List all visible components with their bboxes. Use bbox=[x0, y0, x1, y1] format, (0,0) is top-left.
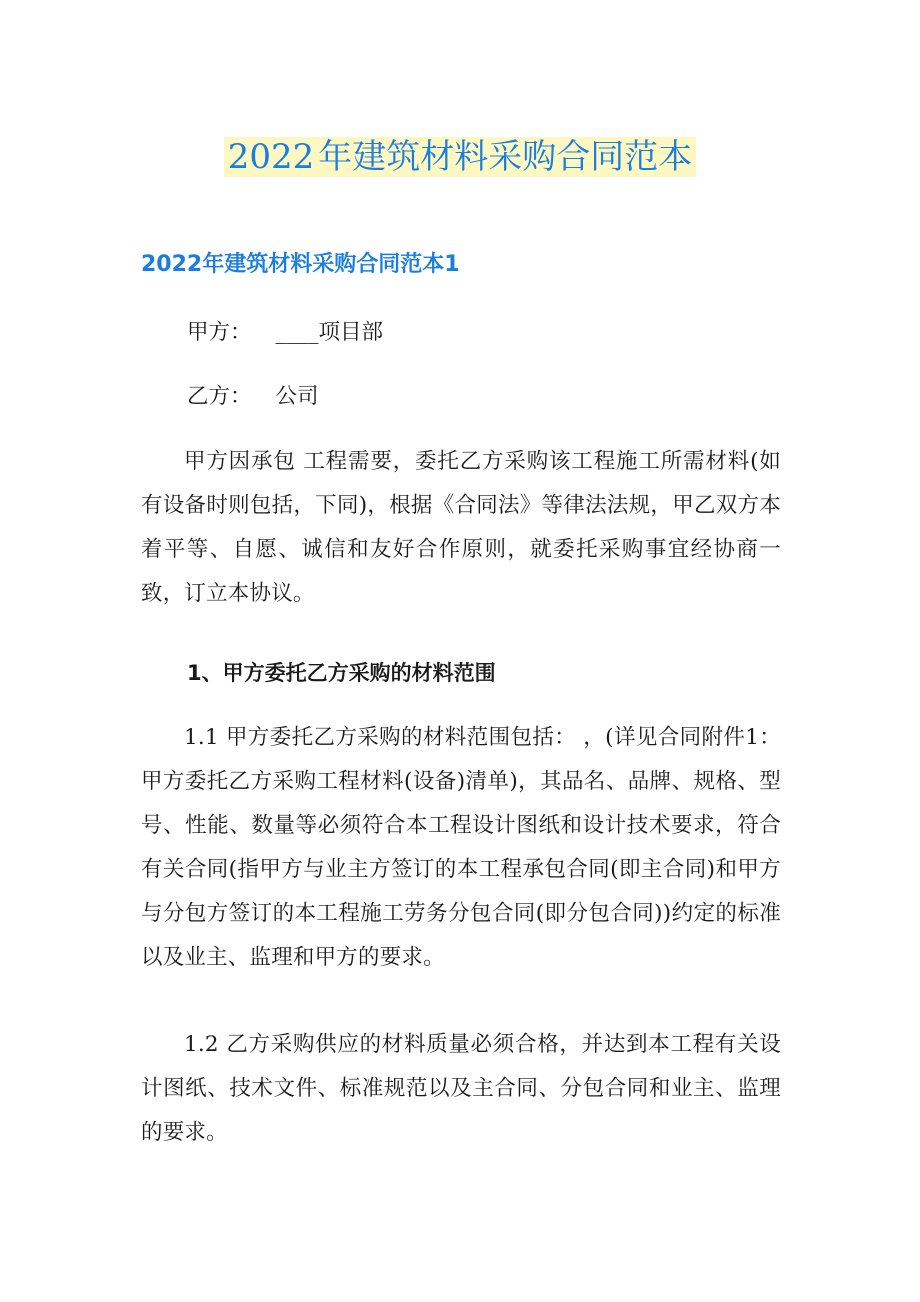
party-a-label: 甲方： bbox=[187, 320, 252, 345]
party-b-label: 乙方： bbox=[187, 384, 252, 409]
party-a-value: ____项目部 bbox=[275, 320, 384, 345]
title-year: 2022 bbox=[227, 137, 315, 177]
document-title bbox=[0, 132, 920, 182]
clause-1-1-paragraph: 1.1 甲方委托乙方采购的材料范围包括： ，(详见合同附件1：甲方委托乙方采购工程材料(设备)清单)，其品名、品牌、规格、型号、性能、数量等必须符合本工程设计图纸和设计技术要求，符合有关合同(指甲方与业主方签订的本工程承包合同(即主合同)和甲方与分包方签订的本工程施工劳务分包合同(即分包合同))约定的标准以及业主、监理和甲方的要求。 bbox=[141, 725, 781, 970]
clause-1-2-paragraph: 1.2 乙方采购供应的材料质量必须合格，并达到本工程有关设计图纸、技术文件、标准规范以及主合同、分包合同和业主、监理的要求。 bbox=[141, 1032, 781, 1145]
title-highlight bbox=[224, 137, 697, 177]
party-a-line bbox=[187, 318, 383, 348]
section-heading: 2022年建筑材料采购合同范本1 bbox=[141, 252, 460, 277]
party-b-value: 公司 bbox=[275, 384, 319, 409]
party-b-line bbox=[187, 382, 319, 412]
title-text: 年建筑材料采购合同范本 bbox=[318, 137, 693, 177]
intro-paragraph: 甲方因承包 工程需要，委托乙方采购该工程施工所需材料(如有设备时则包括，下同)，根据《合同法》等律法法规，甲乙双方本着平等、自愿、诚信和友好合作原则，就委托采购事宜经协商一致，订立本协议。 bbox=[141, 449, 781, 606]
clause-1-heading: 1、甲方委托乙方采购的材料范围 bbox=[187, 661, 496, 685]
